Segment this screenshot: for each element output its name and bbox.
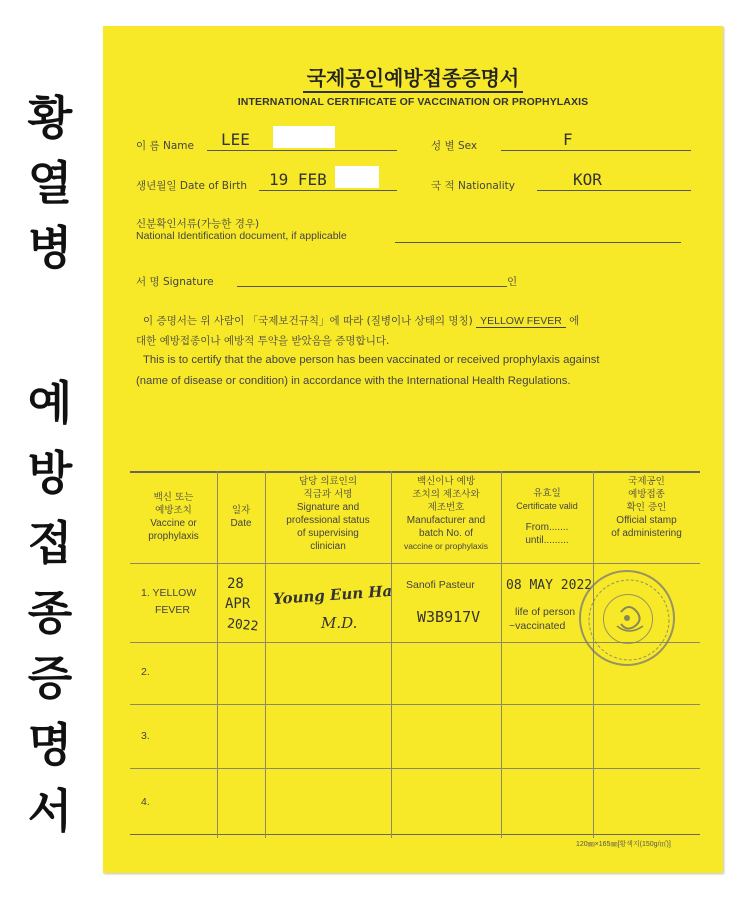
sex-value: F <box>563 130 573 149</box>
row1-valid-until-line2: ~vaccinated <box>509 620 566 632</box>
row1-clinician-title: M.D. <box>321 614 358 632</box>
signature-suffix: 인 <box>507 276 518 288</box>
id-label-kr: 신분확인서류(가능한 경우) <box>136 218 260 230</box>
side-title-char: 서 <box>27 784 73 838</box>
name-line <box>207 150 397 151</box>
dob-label: 생년월일 Date of Birth <box>136 180 248 192</box>
side-title-char: 증 <box>27 651 73 705</box>
table-top-border <box>130 471 700 473</box>
id-line <box>395 242 681 243</box>
certificate-title-en: INTERNATIONAL CERTIFICATE OF VACCINATION OR PROPHYLAXIS <box>237 96 589 108</box>
header-stamp: 국제공인 예방접종 확인 증인 Official stamp of administering <box>611 476 682 539</box>
redaction-box <box>335 166 379 188</box>
redaction-box <box>273 126 335 148</box>
row4-number: 4. <box>141 796 150 808</box>
row1-clinician-signature: Young Eun Ha <box>272 581 393 609</box>
dob-line <box>259 190 397 191</box>
official-stamp-inner-ring <box>603 594 653 644</box>
statement-en-line2: (name of disease or condition) in accordance with the International Health Regulations. <box>136 375 571 387</box>
side-title-char: 열 <box>27 156 73 210</box>
name-label: 이 름 Name <box>136 140 194 152</box>
name-value: LEE <box>221 130 250 149</box>
row1-vaccine-line2: FEVER <box>155 604 191 616</box>
signature-line <box>237 286 507 287</box>
statement-kr-line1: 이 증명서는 위 사람이 「국제보건규칙」에 따라 (질병이나 상태의 명칭) YELLOW FEVER 에 <box>143 315 580 327</box>
header-valid: 유효일 Certificate valid From....... until......... <box>516 488 578 546</box>
row1-vaccine-line1: 1. YELLOW <box>141 587 197 599</box>
vaccination-certificate <box>103 26 723 873</box>
table-row-divider <box>130 768 700 769</box>
nationality-value: KOR <box>573 170 602 189</box>
row1-batch-number: W3B917V <box>417 608 481 626</box>
header-vaccine: 백신 또는 예방조치 Vaccine or prophylaxis <box>148 492 199 542</box>
signature-label: 서 명 Signature <box>136 276 214 288</box>
form-footer: 120㎜×165㎜[황색지(150g/㎡)] <box>576 841 671 848</box>
row3-number: 3. <box>141 730 150 742</box>
row1-valid-until-line1: life of person <box>515 606 576 618</box>
table-row-divider <box>130 704 700 705</box>
row1-date-year: 2022 <box>226 616 260 635</box>
nationality-label: 국 적 Nationality <box>431 180 515 192</box>
dob-value: 19 FEB <box>269 170 327 189</box>
official-stamp <box>579 570 675 666</box>
statement-disease: YELLOW FEVER <box>476 315 566 328</box>
side-title-char: 접 <box>27 516 73 570</box>
statement-kr-line2: 대한 예방접종이나 예방적 투약을 받았음을 증명합니다. <box>136 335 390 347</box>
sex-line <box>501 150 691 151</box>
id-label-en: National Identification document, if applicable <box>136 230 347 242</box>
table-bottom-border <box>130 834 700 835</box>
side-title-char: 병 <box>27 221 73 275</box>
table-header-divider <box>130 563 700 564</box>
header-manufacturer: 백신이나 예방 조치의 제조사와 제조번호 Manufacturer and batch No. of vaccine or prophylaxis <box>403 476 489 551</box>
row1-valid-from: 08 MAY 2022 <box>506 578 593 593</box>
row1-manufacturer: Sanofi Pasteur <box>406 579 475 591</box>
side-title-char: 예 <box>27 376 73 430</box>
row1-date-month: APR <box>225 596 251 612</box>
sex-label: 성 별 Sex <box>431 140 478 152</box>
row2-number: 2. <box>141 666 150 678</box>
row1-date-day: 28 <box>227 576 244 592</box>
side-title-char: 황 <box>27 91 73 145</box>
side-title-char: 명 <box>27 718 73 772</box>
nationality-line <box>537 190 691 191</box>
side-title-char: 방 <box>27 446 73 500</box>
certificate-title-kr: 국제공인예방접종증명서 <box>103 62 723 91</box>
side-title-char: 종 <box>27 586 73 640</box>
header-date: 일자 Date <box>230 505 252 529</box>
statement-en-line1: This is to certify that the above person has been vaccinated or received prophylaxis against <box>143 354 600 366</box>
header-clinician: 담당 의료인의 직급과 서명 Signature and professional status of supervising clinician <box>286 476 370 552</box>
